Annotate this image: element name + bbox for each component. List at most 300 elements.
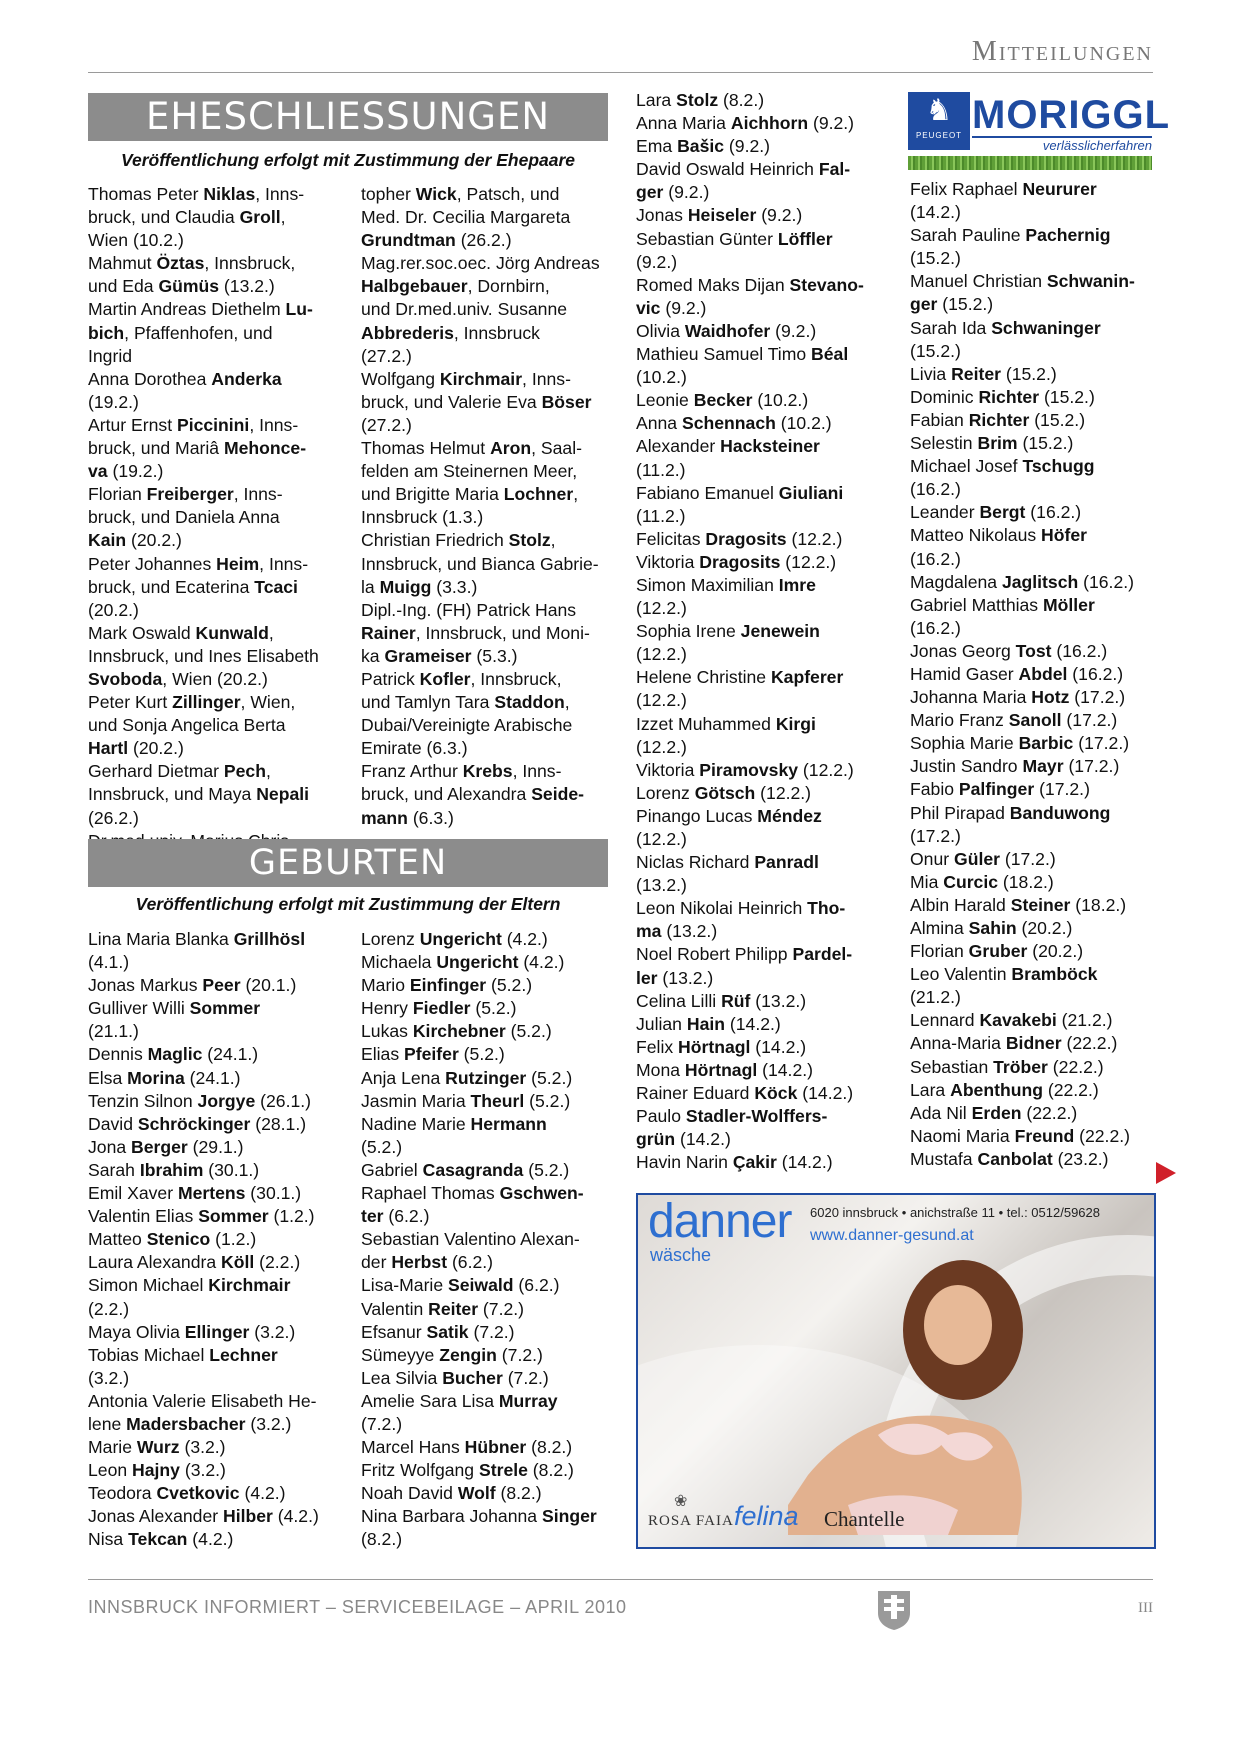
entry-text: Anna Maria bbox=[636, 113, 731, 134]
entry-detail: (8.2.) bbox=[718, 90, 765, 110]
entry-text: Innsbruck, und Maya bbox=[88, 784, 257, 805]
entry-surname: Ungericht bbox=[419, 929, 502, 949]
entry-text: Izzet Muhammed bbox=[636, 713, 776, 734]
entry-text: la bbox=[361, 576, 380, 597]
entry-line bbox=[88, 437, 320, 460]
entry-surname: Hartl bbox=[88, 738, 129, 759]
entry-text: Florian bbox=[910, 941, 969, 962]
entry-line bbox=[361, 252, 616, 275]
entry-line bbox=[910, 201, 1150, 224]
entry-line bbox=[910, 409, 1150, 432]
entry-surname: Groll bbox=[239, 207, 281, 228]
entry-text: bruck, und Valerie Eva bbox=[361, 391, 542, 412]
entry-text: Julian bbox=[636, 1013, 687, 1034]
entry-line bbox=[636, 112, 894, 135]
entry-text: Henry bbox=[361, 998, 413, 1019]
entry-detail: (22.2.) bbox=[1047, 1056, 1104, 1077]
entry-text: Jona bbox=[88, 1136, 132, 1157]
entry-surname: Wurz bbox=[136, 1437, 180, 1458]
entry-surname: Sommer bbox=[198, 1206, 269, 1227]
entry-surname: Dragosits bbox=[705, 528, 787, 549]
entry-surname: Löffler bbox=[777, 228, 833, 249]
entry-text: (16.2.) bbox=[910, 617, 961, 638]
entry-detail: (7.2.) bbox=[468, 1321, 515, 1342]
entry-text: Anja Lena bbox=[361, 1067, 446, 1088]
entry-detail: , Inns- bbox=[522, 368, 571, 389]
entry-line bbox=[88, 229, 320, 252]
entry-text: Innsbruck (1.3.) bbox=[361, 507, 484, 528]
entry-line bbox=[636, 204, 894, 227]
entry-line bbox=[910, 663, 1150, 686]
entry-text: (14.2.) bbox=[910, 202, 961, 223]
entry-line bbox=[636, 181, 894, 204]
entry-text: Ema bbox=[636, 136, 678, 157]
entry-text: (8.2.) bbox=[361, 1529, 403, 1550]
entry-line bbox=[910, 732, 1150, 755]
entry-line bbox=[88, 1136, 338, 1159]
entry-line bbox=[910, 1009, 1150, 1032]
entry-surname: Tschugg bbox=[1022, 456, 1095, 477]
entry-detail: (6.2.) bbox=[447, 1252, 494, 1273]
entry-text: und Dr.med.univ. Susanne bbox=[361, 299, 568, 320]
sponsor-logo[interactable] bbox=[908, 92, 1171, 172]
entry-line bbox=[361, 997, 611, 1020]
entry-line bbox=[910, 917, 1150, 940]
entry-text: (12.2.) bbox=[636, 690, 687, 711]
entry-line bbox=[361, 460, 616, 483]
entry-text: Matteo bbox=[88, 1229, 147, 1250]
entry-line bbox=[636, 343, 894, 366]
entry-line bbox=[636, 851, 894, 874]
entry-line bbox=[88, 391, 320, 414]
entry-line bbox=[88, 760, 320, 783]
entry-text: (27.2.) bbox=[361, 414, 412, 435]
entry-surname: Kofler bbox=[419, 668, 471, 689]
entry-line bbox=[636, 943, 894, 966]
entry-surname: Heiseler bbox=[687, 205, 757, 226]
entry-line bbox=[636, 759, 894, 782]
entry-text: (27.2.) bbox=[361, 345, 412, 366]
entry-line bbox=[361, 1321, 611, 1344]
entry-surname: Wolf bbox=[457, 1483, 496, 1504]
entry-surname: Einfinger bbox=[409, 975, 487, 996]
entry-line bbox=[910, 686, 1150, 709]
entry-detail: (8.2.) bbox=[526, 1437, 573, 1458]
entry-detail: (18.2.) bbox=[998, 871, 1054, 892]
entry-detail: , bbox=[265, 761, 271, 782]
entry-text: Sarah Ida bbox=[910, 317, 992, 338]
entry-surname: Ungericht bbox=[436, 952, 519, 973]
entry-surname: Kain bbox=[88, 530, 127, 551]
entry-surname: Berger bbox=[131, 1136, 188, 1157]
entry-surname: Barbic bbox=[1018, 733, 1074, 754]
entry-detail: (26.1.) bbox=[255, 1090, 311, 1111]
ad-website-link[interactable]: www.danner-gesund.at bbox=[810, 1227, 974, 1244]
entry-detail: (4.2.) bbox=[501, 929, 548, 949]
entry-line bbox=[636, 874, 894, 897]
entry-detail: (17.2.) bbox=[1061, 710, 1118, 731]
entry-line bbox=[636, 828, 894, 851]
entry-text: Elias bbox=[361, 1044, 405, 1065]
entry-line bbox=[361, 1228, 611, 1251]
entry-line bbox=[910, 293, 1150, 316]
entry-text: Jonas Alexander bbox=[88, 1506, 223, 1527]
entry-detail: (16.2.) bbox=[1025, 502, 1082, 523]
entry-detail: (17.2.) bbox=[1063, 756, 1120, 777]
entry-text: Michael Josef bbox=[910, 456, 1023, 477]
entry-surname: Çakir bbox=[732, 1152, 777, 1173]
entry-text: Gabriel Matthias bbox=[910, 594, 1043, 615]
entry-surname: Böser bbox=[541, 391, 592, 412]
entry-text: Almina bbox=[910, 918, 969, 938]
entry-text: Sebastian Günter bbox=[636, 228, 778, 249]
entry-surname: Herbst bbox=[391, 1252, 448, 1273]
entry-detail: (12.2.) bbox=[786, 528, 843, 549]
entry-line bbox=[636, 1128, 894, 1151]
entry-text: Leo Valentin bbox=[910, 964, 1012, 985]
entry-text: Anna bbox=[636, 413, 682, 434]
entry-detail: (30.1.) bbox=[245, 1183, 302, 1204]
entry-line bbox=[636, 990, 894, 1013]
entry-text: (19.2.) bbox=[88, 391, 139, 412]
entry-text: Lea Silvia bbox=[361, 1367, 443, 1388]
entry-line bbox=[88, 322, 320, 368]
entry-line bbox=[361, 368, 616, 391]
entry-line bbox=[361, 298, 616, 321]
entry-detail: (16.2.) bbox=[1067, 663, 1124, 684]
entry-line bbox=[361, 275, 616, 298]
entry-surname: Richter bbox=[978, 386, 1040, 407]
entry-text: (12.2.) bbox=[636, 736, 687, 757]
entry-surname: Brim bbox=[977, 433, 1018, 454]
entry-detail: (4.2.) bbox=[187, 1529, 234, 1550]
entry-text: Christian Friedrich bbox=[361, 530, 509, 551]
entry-surname: Güler bbox=[954, 848, 1000, 869]
grass-strip bbox=[908, 156, 1152, 170]
entry-surname: Staddon bbox=[494, 692, 565, 713]
entry-text: Viktoria bbox=[636, 759, 700, 780]
entry-surname: Bašic bbox=[677, 136, 725, 157]
section-title: Mitteilungen bbox=[971, 36, 1153, 67]
entry-line bbox=[636, 505, 894, 528]
entry-text: Lorenz bbox=[636, 782, 695, 803]
entry-text: Mark Oswald bbox=[88, 622, 196, 643]
entry-detail: (7.2.) bbox=[502, 1367, 549, 1388]
entry-line bbox=[636, 1082, 894, 1105]
entry-line bbox=[361, 1413, 611, 1436]
entry-text: Lara bbox=[636, 90, 677, 110]
entry-text: Noah David bbox=[361, 1483, 458, 1504]
entry-text: und Sonja Angelica Berta bbox=[88, 715, 286, 736]
entry-detail: , Innsbruck, und Moni- bbox=[415, 622, 590, 643]
entry-surname: Kapferer bbox=[770, 667, 844, 688]
entry-text: David bbox=[88, 1113, 138, 1134]
entry-line bbox=[636, 805, 894, 828]
entry-text: (12.2.) bbox=[636, 644, 687, 665]
entry-line bbox=[910, 247, 1150, 270]
entry-text: Romed Maks Dijan bbox=[636, 274, 790, 295]
entry-surname: Jaglitsch bbox=[1001, 571, 1079, 592]
entry-text: Thomas Helmut bbox=[361, 438, 491, 459]
entry-line bbox=[88, 1205, 338, 1228]
entry-line bbox=[88, 1067, 338, 1090]
entry-text: (15.2.) bbox=[910, 340, 961, 361]
entry-text: Valentin bbox=[361, 1298, 429, 1319]
entry-detail: (20.2.) bbox=[128, 738, 184, 759]
entry-detail: , bbox=[550, 530, 556, 551]
entry-text: Felix Raphael bbox=[910, 179, 1023, 199]
entry-text: (15.2.) bbox=[910, 248, 961, 269]
entry-detail: (15.2.) bbox=[1029, 409, 1086, 430]
entry-line bbox=[361, 1367, 611, 1390]
entry-line bbox=[361, 1020, 611, 1043]
entry-line bbox=[361, 529, 616, 552]
entry-line bbox=[910, 340, 1150, 363]
entry-surname: Muigg bbox=[379, 576, 432, 597]
entry-line bbox=[88, 183, 320, 206]
entry-surname: Fal- bbox=[818, 159, 851, 180]
entry-detail: , bbox=[268, 622, 274, 643]
entry-detail: (9.2.) bbox=[724, 136, 770, 157]
entry-detail: , Innsbruck bbox=[453, 322, 540, 343]
entry-line bbox=[361, 807, 616, 830]
entry-surname: Abbrederis bbox=[361, 322, 454, 343]
entry-line bbox=[910, 386, 1150, 409]
entry-surname: Svoboda bbox=[88, 668, 163, 689]
entry-text: Nisa bbox=[88, 1529, 129, 1550]
entry-line bbox=[361, 506, 616, 529]
entry-surname: Bramböck bbox=[1011, 964, 1098, 985]
entry-line bbox=[910, 224, 1150, 247]
entry-surname: Hübner bbox=[464, 1437, 527, 1458]
entry-text: Wolfgang bbox=[361, 368, 440, 389]
entry-text: Lisa-Marie bbox=[361, 1275, 449, 1296]
entry-line bbox=[88, 1482, 338, 1505]
entry-detail: , bbox=[564, 692, 570, 713]
entry-detail: (4.2.) bbox=[518, 952, 565, 973]
entry-text: und Tamlyn Tara bbox=[361, 692, 495, 713]
entry-text: Manuel Christian bbox=[910, 271, 1047, 292]
entry-line bbox=[361, 1090, 611, 1113]
entry-line bbox=[910, 501, 1150, 524]
entry-detail: (5.2.) bbox=[458, 1044, 505, 1065]
entry-line bbox=[910, 825, 1150, 848]
entry-surname: Sanoll bbox=[1008, 710, 1062, 731]
entry-line bbox=[636, 920, 894, 943]
entry-detail: (8.2.) bbox=[527, 1460, 574, 1481]
entry-surname: Fiedler bbox=[412, 998, 471, 1019]
entry-surname: grün bbox=[636, 1129, 676, 1150]
entry-detail: (9.2.) bbox=[770, 320, 817, 341]
entry-line bbox=[88, 1413, 338, 1436]
entry-surname: Stolz bbox=[508, 530, 551, 551]
entry-surname: Höfer bbox=[1041, 525, 1087, 546]
entry-line bbox=[361, 437, 616, 460]
entry-detail: , Dornbirn, bbox=[467, 276, 550, 297]
entry-surname: Seide- bbox=[531, 784, 584, 805]
entry-line bbox=[361, 1505, 611, 1528]
entry-surname: Schröckinger bbox=[137, 1113, 251, 1134]
entry-line bbox=[910, 940, 1150, 963]
entry-line bbox=[361, 414, 616, 437]
entry-line bbox=[636, 689, 894, 712]
entry-line bbox=[910, 1102, 1150, 1125]
entry-text: Alexander bbox=[636, 436, 721, 457]
entry-surname: Waidhofer bbox=[684, 320, 771, 341]
ad-brand-rosa-faia: ROSA FAIA bbox=[648, 1513, 734, 1529]
entry-surname: Jorgye bbox=[197, 1090, 256, 1111]
entry-detail: (9.2.) bbox=[756, 205, 803, 226]
entry-line bbox=[636, 897, 894, 920]
entry-surname: Morina bbox=[127, 1067, 185, 1088]
entry-line bbox=[361, 576, 616, 599]
entry-text: Laura Alexandra bbox=[88, 1252, 222, 1273]
entry-surname: Stenico bbox=[146, 1229, 211, 1250]
entry-line bbox=[910, 848, 1150, 871]
entry-text: Tobias Michael bbox=[88, 1344, 210, 1365]
ad-contact: 6020 innsbruck • anichstraße 11 • tel.: 0512/59628 bbox=[810, 1205, 1100, 1220]
entry-surname: Abdel bbox=[1018, 663, 1068, 684]
sponsor-name: MORIGGL bbox=[972, 93, 1171, 137]
entry-line bbox=[361, 1298, 611, 1321]
entry-line bbox=[88, 668, 320, 691]
entry-line bbox=[910, 363, 1150, 386]
entry-text: Sarah Pauline bbox=[910, 225, 1026, 246]
entry-line bbox=[910, 986, 1150, 1009]
entry-text: Dipl.-Ing. (FH) Patrick Hans bbox=[361, 599, 577, 620]
entry-text: (26.2.) bbox=[88, 807, 139, 828]
entry-detail: (9.2.) bbox=[808, 113, 855, 134]
entry-line bbox=[636, 251, 894, 274]
entry-surname: Theurl bbox=[470, 1090, 525, 1111]
entry-surname: Grillhösl bbox=[233, 929, 306, 949]
entry-detail: (4.2.) bbox=[272, 1506, 319, 1527]
entry-line bbox=[88, 206, 320, 229]
entry-line bbox=[910, 755, 1150, 778]
entry-line bbox=[88, 460, 320, 483]
entry-line bbox=[88, 1459, 338, 1482]
entry-line bbox=[636, 459, 894, 482]
entry-text: Valentin Elias bbox=[88, 1206, 199, 1227]
entry-surname: Becker bbox=[693, 390, 753, 411]
entry-surname: Kirchebner bbox=[412, 1021, 506, 1042]
entry-surname: Abenthung bbox=[950, 1079, 1043, 1100]
entry-line bbox=[361, 229, 616, 252]
entry-line bbox=[636, 736, 894, 759]
births-column-3 bbox=[636, 89, 894, 1174]
entry-line bbox=[636, 158, 894, 181]
entry-detail: (2.2.) bbox=[254, 1252, 301, 1273]
entry-detail: , bbox=[280, 207, 286, 228]
entry-line bbox=[636, 1105, 894, 1128]
entry-line bbox=[636, 666, 894, 689]
entry-text: (4.1.) bbox=[88, 952, 130, 973]
entry-detail: (3.2.) bbox=[249, 1321, 296, 1342]
entry-detail: (13.2.) bbox=[219, 276, 275, 297]
entry-text: Gulliver Willi bbox=[88, 998, 190, 1019]
entry-text: Franz Arthur bbox=[361, 761, 463, 782]
entry-text: Mahmut bbox=[88, 253, 157, 274]
entry-line bbox=[361, 974, 611, 997]
entry-line bbox=[88, 1251, 338, 1274]
entry-detail: (3.2.) bbox=[179, 1460, 226, 1481]
entry-line bbox=[636, 274, 894, 297]
entry-line bbox=[88, 737, 320, 760]
entry-surname: Béal bbox=[811, 344, 849, 365]
entry-line bbox=[361, 391, 616, 414]
entry-surname: Kunwald bbox=[195, 622, 269, 643]
entry-line bbox=[361, 345, 616, 368]
entry-text: Livia bbox=[910, 363, 952, 384]
entry-text: Anna-Maria bbox=[910, 1033, 1006, 1054]
entry-surname: Reiter bbox=[428, 1298, 479, 1319]
entry-line bbox=[88, 553, 320, 576]
entry-detail: (24.1.) bbox=[202, 1044, 259, 1065]
entry-line bbox=[88, 1182, 338, 1205]
entry-line bbox=[361, 322, 616, 345]
entry-surname: Piccinini bbox=[176, 414, 250, 435]
entry-surname: Bucher bbox=[442, 1367, 503, 1388]
footer-text: INNSBRUCK INFORMIERT – SERVICEBEILAGE – APRIL 2010 bbox=[88, 1597, 627, 1617]
entry-surname: Méndez bbox=[757, 805, 822, 826]
entry-line bbox=[636, 1059, 894, 1082]
entry-text: Felicitas bbox=[636, 528, 706, 549]
entry-line bbox=[636, 228, 894, 251]
entry-line bbox=[361, 691, 616, 714]
entry-surname: Krebs bbox=[462, 761, 513, 782]
entry-line bbox=[88, 275, 320, 298]
entry-line bbox=[88, 1043, 338, 1066]
entry-line bbox=[361, 1182, 611, 1205]
entry-text: Marie bbox=[88, 1437, 137, 1458]
entry-text: Innsbruck, und Ines Elisabeth bbox=[88, 645, 319, 666]
entry-text: (12.2.) bbox=[636, 829, 687, 849]
entry-text: Michaela bbox=[361, 952, 437, 973]
entry-line bbox=[88, 1436, 338, 1459]
entry-text: Elsa bbox=[88, 1067, 128, 1088]
entry-text: Maya Olivia bbox=[88, 1321, 185, 1342]
ad-brand-felina: felina bbox=[734, 1501, 799, 1531]
entry-detail: (15.2.) bbox=[1017, 433, 1074, 454]
entry-text: (21.1.) bbox=[88, 1021, 139, 1042]
entry-surname: Grundtman bbox=[361, 230, 456, 251]
entry-line bbox=[636, 297, 894, 320]
advertisement[interactable] bbox=[636, 1193, 1156, 1549]
entry-text: Anna Dorothea bbox=[88, 368, 212, 389]
header-divider bbox=[88, 72, 1153, 73]
entry-line bbox=[361, 714, 616, 737]
entry-text: Nadine Marie bbox=[361, 1113, 471, 1134]
entry-text: Sarah bbox=[88, 1159, 140, 1180]
entry-text: Simon Maximilian bbox=[636, 574, 779, 595]
entry-detail: (22.2.) bbox=[1074, 1125, 1130, 1146]
entry-line bbox=[88, 645, 320, 668]
entry-line bbox=[88, 622, 320, 645]
entry-line bbox=[88, 714, 320, 737]
entry-line bbox=[910, 317, 1150, 340]
entry-text: Helene Christine bbox=[636, 667, 771, 688]
ad-model-illustration bbox=[788, 1235, 1028, 1535]
ad-brand-name: danner bbox=[648, 1195, 792, 1248]
entry-line bbox=[361, 1043, 611, 1066]
entry-line bbox=[636, 713, 894, 736]
entry-line bbox=[361, 951, 611, 974]
entry-text: Fabian bbox=[910, 409, 969, 430]
ad-brand-sub: wäsche bbox=[650, 1245, 712, 1265]
entry-surname: Palfinger bbox=[958, 779, 1035, 800]
entry-text: Sebastian Valentino Alexan- bbox=[361, 1229, 580, 1250]
entry-text: und Brigitte Maria bbox=[361, 484, 504, 505]
